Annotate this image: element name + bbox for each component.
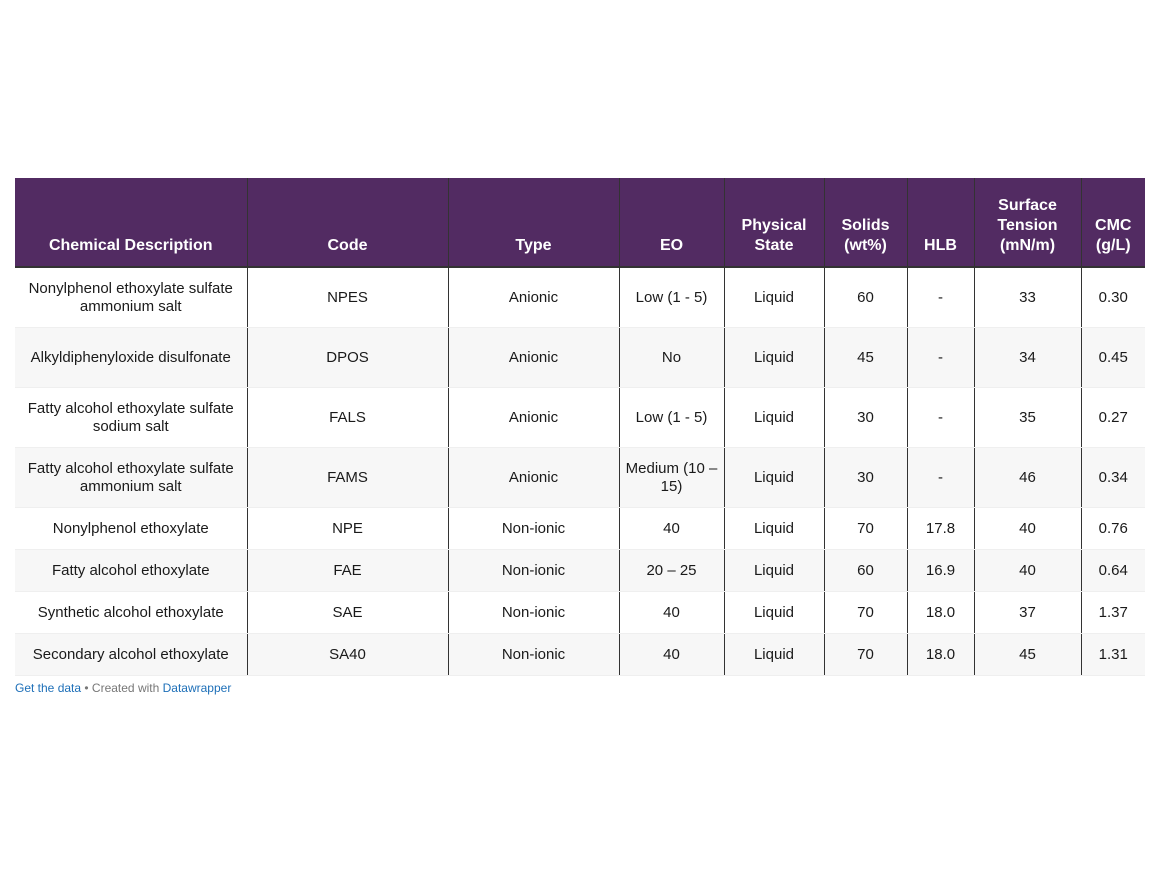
cell-solids: 70 (824, 634, 907, 676)
data-table-container (15, 178, 1145, 676)
cell-chemical-description: Fatty alcohol ethoxylate sulfate sodium salt (15, 388, 247, 448)
table-row (15, 634, 1145, 676)
data-table (15, 178, 1145, 676)
cell-hlb: 16.9 (907, 550, 974, 592)
cell-type: Non-ionic (448, 634, 619, 676)
cell-type: Anionic (448, 328, 619, 388)
cell-code: FALS (247, 388, 448, 448)
cell-chemical-description: Nonylphenol ethoxylate (15, 508, 247, 550)
cell-eo: No (619, 328, 724, 388)
cell-code: NPE (247, 508, 448, 550)
cell-type: Non-ionic (448, 508, 619, 550)
table-row (15, 550, 1145, 592)
cell-code: FAMS (247, 448, 448, 508)
cell-physical-state: Liquid (724, 388, 824, 448)
cell-eo: 40 (619, 634, 724, 676)
column-header-cmc[interactable]: CMC (g/L) (1081, 178, 1145, 267)
table-row (15, 388, 1145, 448)
column-header-eo[interactable]: EO (619, 178, 724, 267)
cell-chemical-description: Nonylphenol ethoxylate sulfate ammonium salt (15, 267, 247, 328)
cell-eo: 40 (619, 592, 724, 634)
cell-cmc: 0.27 (1081, 388, 1145, 448)
cell-solids: 60 (824, 550, 907, 592)
column-header-hlb[interactable]: HLB (907, 178, 974, 267)
cell-surface-tension: 34 (974, 328, 1081, 388)
cell-hlb: 18.0 (907, 634, 974, 676)
cell-code: NPES (247, 267, 448, 328)
cell-type: Anionic (448, 267, 619, 328)
cell-hlb: - (907, 388, 974, 448)
cell-solids: 45 (824, 328, 907, 388)
cell-hlb: - (907, 448, 974, 508)
table-row (15, 267, 1145, 328)
cell-type: Non-ionic (448, 550, 619, 592)
column-header-type[interactable]: Type (448, 178, 619, 267)
cell-hlb: - (907, 328, 974, 388)
column-header-physical-state[interactable]: Physical State (724, 178, 824, 267)
cell-code: FAE (247, 550, 448, 592)
cell-eo: 20 – 25 (619, 550, 724, 592)
cell-solids: 30 (824, 388, 907, 448)
cell-physical-state: Liquid (724, 550, 824, 592)
cell-surface-tension: 40 (974, 508, 1081, 550)
cell-hlb: 18.0 (907, 592, 974, 634)
cell-chemical-description: Fatty alcohol ethoxylate (15, 550, 247, 592)
cell-cmc: 1.37 (1081, 592, 1145, 634)
datawrapper-link[interactable]: Datawrapper (162, 681, 232, 695)
column-header-chemical-description[interactable]: Chemical Description (15, 178, 247, 267)
cell-cmc: 0.76 (1081, 508, 1145, 550)
cell-surface-tension: 46 (974, 448, 1081, 508)
table-row (15, 448, 1145, 508)
cell-type: Anionic (448, 448, 619, 508)
column-header-code[interactable]: Code (247, 178, 448, 267)
footer-separator: • Created with (81, 681, 163, 695)
cell-surface-tension: 33 (974, 267, 1081, 328)
table-row (15, 508, 1145, 550)
cell-solids: 30 (824, 448, 907, 508)
cell-cmc: 0.64 (1081, 550, 1145, 592)
cell-physical-state: Liquid (724, 634, 824, 676)
cell-code: SAE (247, 592, 448, 634)
table-header-row (15, 178, 1145, 267)
cell-cmc: 0.30 (1081, 267, 1145, 328)
cell-chemical-description: Synthetic alcohol ethoxylate (15, 592, 247, 634)
cell-surface-tension: 40 (974, 550, 1081, 592)
cell-code: SA40 (247, 634, 448, 676)
cell-hlb: - (907, 267, 974, 328)
table-row (15, 592, 1145, 634)
cell-physical-state: Liquid (724, 328, 824, 388)
cell-chemical-description: Fatty alcohol ethoxylate sulfate ammonium salt (15, 448, 247, 508)
cell-physical-state: Liquid (724, 448, 824, 508)
cell-physical-state: Liquid (724, 592, 824, 634)
cell-surface-tension: 35 (974, 388, 1081, 448)
cell-physical-state: Liquid (724, 267, 824, 328)
get-the-data-link[interactable]: Get the data (15, 681, 82, 695)
cell-eo: Medium (10 – 15) (619, 448, 724, 508)
cell-solids: 70 (824, 592, 907, 634)
cell-type: Anionic (448, 388, 619, 448)
cell-surface-tension: 37 (974, 592, 1081, 634)
cell-hlb: 17.8 (907, 508, 974, 550)
cell-type: Non-ionic (448, 592, 619, 634)
table-row (15, 328, 1145, 388)
chart-footer (15, 681, 231, 695)
cell-cmc: 0.34 (1081, 448, 1145, 508)
cell-eo: 40 (619, 508, 724, 550)
column-header-surface-tension[interactable]: Surface Tension (mN/m) (974, 178, 1081, 267)
cell-chemical-description: Alkyldiphenyloxide disulfonate (15, 328, 247, 388)
cell-cmc: 0.45 (1081, 328, 1145, 388)
cell-eo: Low (1 - 5) (619, 267, 724, 328)
cell-solids: 70 (824, 508, 907, 550)
cell-chemical-description: Secondary alcohol ethoxylate (15, 634, 247, 676)
column-header-solids[interactable]: Solids (wt%) (824, 178, 907, 267)
cell-solids: 60 (824, 267, 907, 328)
cell-surface-tension: 45 (974, 634, 1081, 676)
cell-physical-state: Liquid (724, 508, 824, 550)
cell-code: DPOS (247, 328, 448, 388)
cell-eo: Low (1 - 5) (619, 388, 724, 448)
cell-cmc: 1.31 (1081, 634, 1145, 676)
